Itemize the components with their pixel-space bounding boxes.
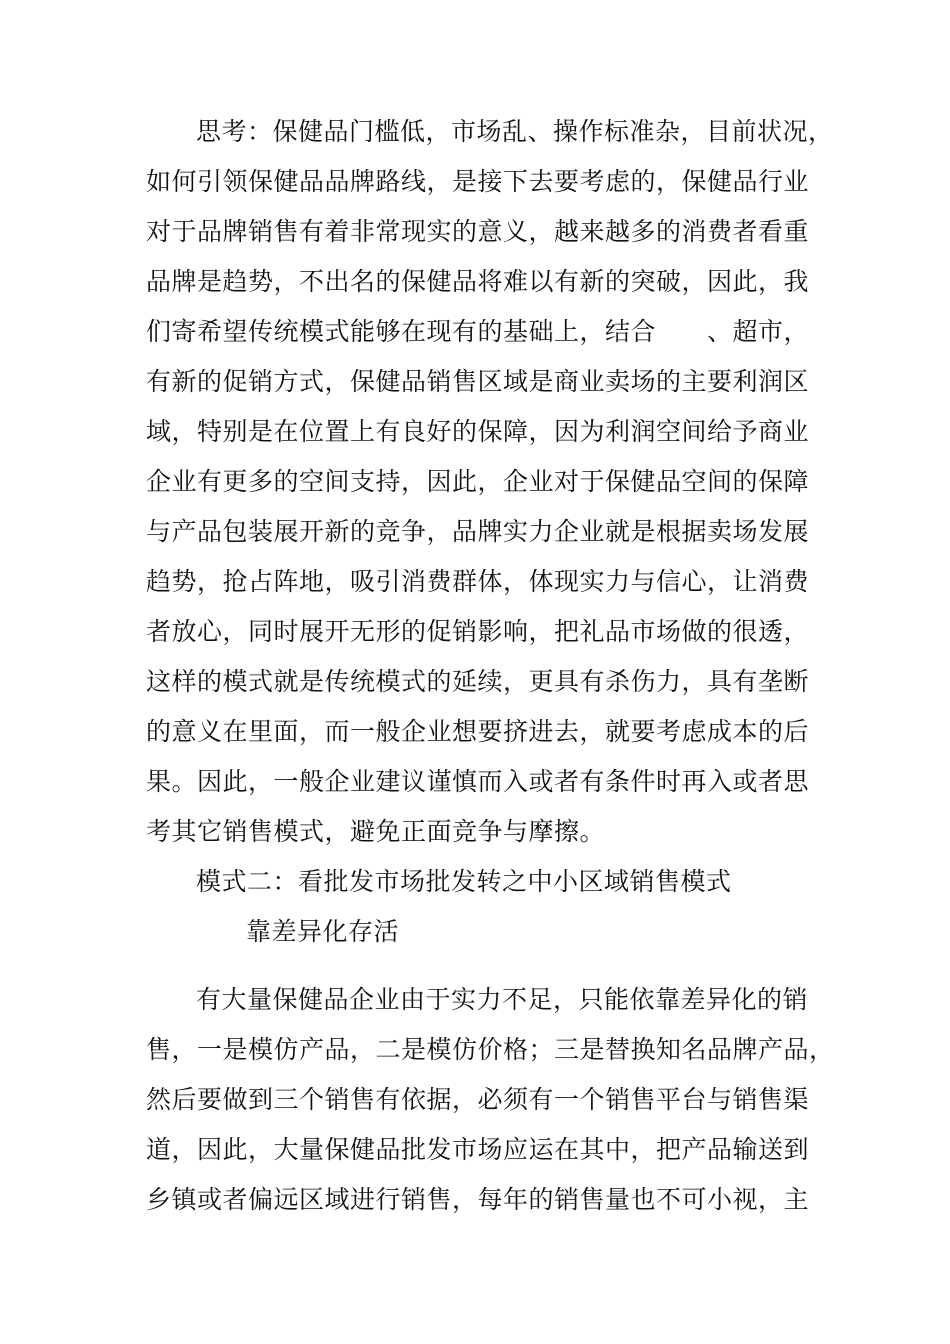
paragraph-line: 企业有更多的空间支持，因此，企业对于保健品空间的保障 [146, 467, 810, 496]
paragraph-line: 有大量保健品企业由于实力不足，只能依靠差异化的销 [196, 985, 809, 1014]
paragraph-line: 对于品牌销售有着非常现实的意义，越来越多的消费者看重 [146, 217, 810, 246]
section-heading: 模式二：看批发市场批发转之中小区域销售模式 [196, 867, 732, 896]
paragraph-line: 如何引领保健品品牌路线，是接下去要考虑的，保健品行业 [146, 167, 810, 196]
paragraph-line: 域，特别是在位置上有良好的保障，因为利润空间给予商业 [146, 417, 810, 446]
paragraph-line: 们寄希望传统模式能够在现有的基础上，结合 、超市， [146, 317, 810, 346]
paragraph-line: 的意义在里面，而一般企业想要挤进去，就要考虑成本的后 [146, 717, 810, 746]
paragraph-line: 品牌是趋势，不出名的保健品将难以有新的突破，因此，我 [146, 267, 810, 296]
paragraph-line: 道，因此，大量保健品批发市场应运在其中，把产品输送到 [146, 1135, 810, 1164]
paragraph-line: 乡镇或者偏远区域进行销售，每年的销售量也不可小视，主 [146, 1185, 810, 1214]
paragraph-line: 果。因此，一般企业建议谨慎而入或者有条件时再入或者思 [146, 767, 810, 796]
paragraph-line: 与产品包装展开新的竞争，品牌实力企业就是根据卖场发展 [146, 517, 810, 546]
paragraph-line: 售，一是模仿产品，二是模仿价格；三是替换知名品牌产品， [146, 1035, 835, 1064]
paragraph-line: 然后要做到三个销售有依据，必须有一个销售平台与销售渠 [146, 1085, 810, 1114]
paragraph-line: 有新的促销方式，保健品销售区域是商业卖场的主要利润区 [146, 367, 810, 396]
paragraph-line: 趋势，抢占阵地，吸引消费群体，体现实力与信心，让消费 [146, 567, 810, 596]
paragraph-line: 思考：保健品门槛低，市场乱、操作标准杂，目前状况， [196, 117, 834, 146]
paragraph-line: 者放心，同时展开无形的促销影响，把礼品市场做的很透， [146, 617, 810, 646]
paragraph-line: 考其它销售模式，避免正面竞争与摩擦。 [146, 817, 606, 846]
paragraph-line: 这样的模式就是传统模式的延续，更具有杀伤力，具有垄断 [146, 667, 810, 696]
section-subheading: 靠差异化存活 [246, 917, 400, 946]
